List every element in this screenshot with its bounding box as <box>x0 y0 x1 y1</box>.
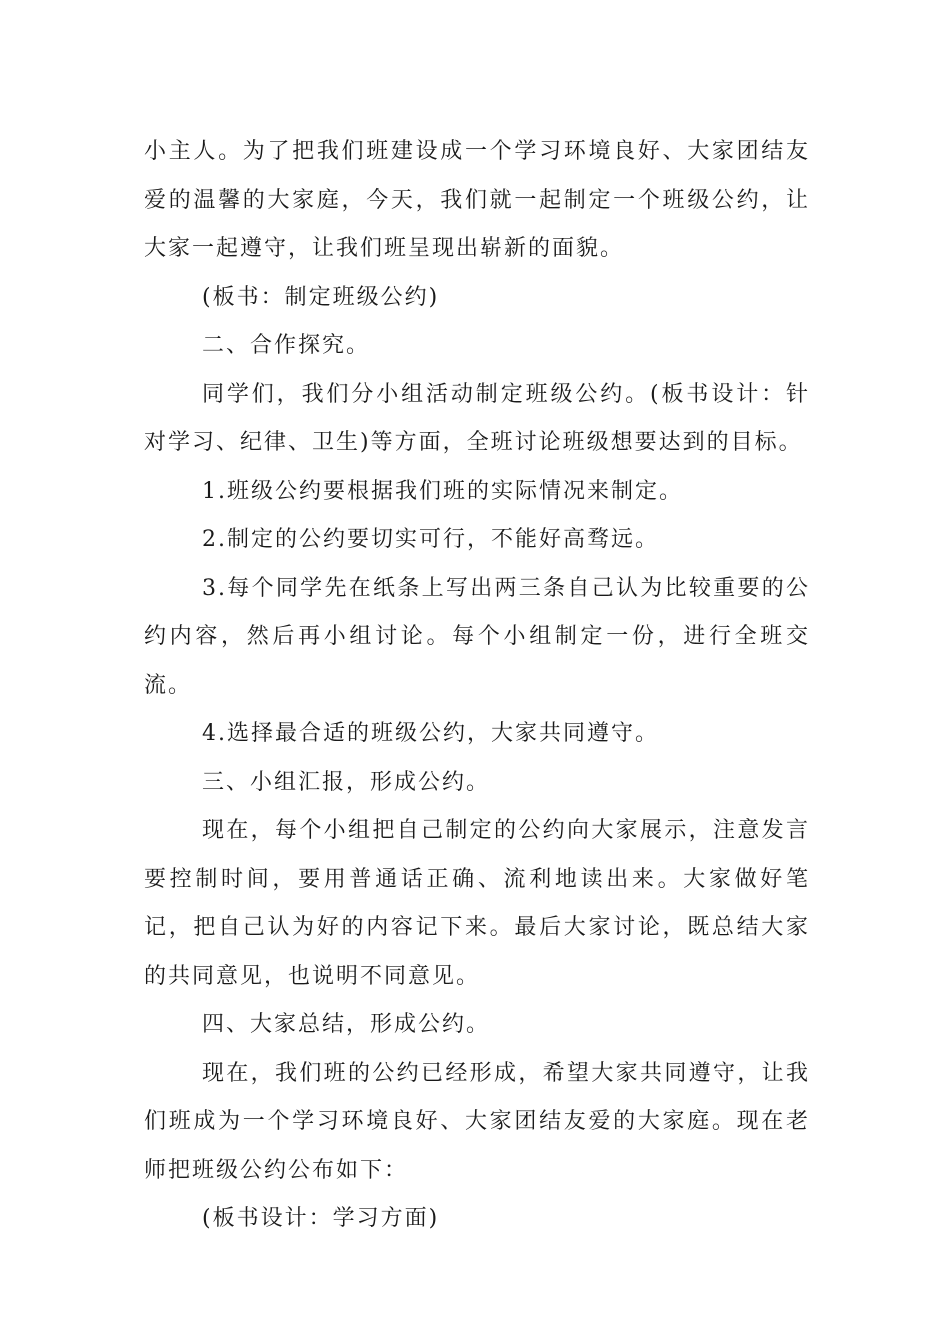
paragraph-group-activity: 同学们，我们分小组活动制定班级公约。(板书设计：针对学习、纪律、卫生)等方面，全班讨论班级想要达到的目标。 <box>144 381 810 455</box>
paragraph-summary: 现在，我们班的公约已经形成，希望大家共同遵守，让我们班成为一个学习环境良好、大家团结友爱的大家庭。现在老师把班级公约公布如下： <box>144 1060 810 1183</box>
paragraph-board-note-title: (板书：制定班级公约) <box>202 284 440 310</box>
section-heading-group-report: 三、小组汇报，形成公约。 <box>202 769 491 795</box>
section-heading-cooperative-inquiry: 二、合作探究。 <box>202 333 371 358</box>
list-item-2: 2.制定的公约要切实可行，不能好高骛远。 <box>202 527 659 552</box>
paragraph-intro-continuation: 小主人。为了把我们班建设成一个学习环境良好、大家团结友爱的温馨的大家庭，今天，我们就一起制定一个班级公约，让大家一起遵守，让我们班呈现出崭新的面貌。 <box>144 139 810 261</box>
section-heading-summary: 四、大家总结，形成公约。 <box>202 1012 491 1037</box>
list-item-4: 4.选择最合适的班级公约，大家共同遵守。 <box>202 721 659 746</box>
paragraph-board-note-study: (板书设计：学习方面) <box>202 1206 440 1231</box>
document-body <box>144 128 810 1244</box>
list-item-3: 3.每个同学先在纸条上写出两三条自己认为比较重要的公约内容，然后再小组讨论。每个小组制定一份，进行全班交流。 <box>144 575 810 698</box>
paragraph-group-report: 现在，每个小组把自己制定的公约向大家展示，注意发言要控制时间，要用普通话正确、流利地读出来。大家做好笔记，把自己认为好的内容记下来。最后大家讨论，既总结大家的共同意见，也说明不同意见。 <box>144 818 810 989</box>
list-item-1: 1.班级公约要根据我们班的实际情况来制定。 <box>202 478 683 504</box>
